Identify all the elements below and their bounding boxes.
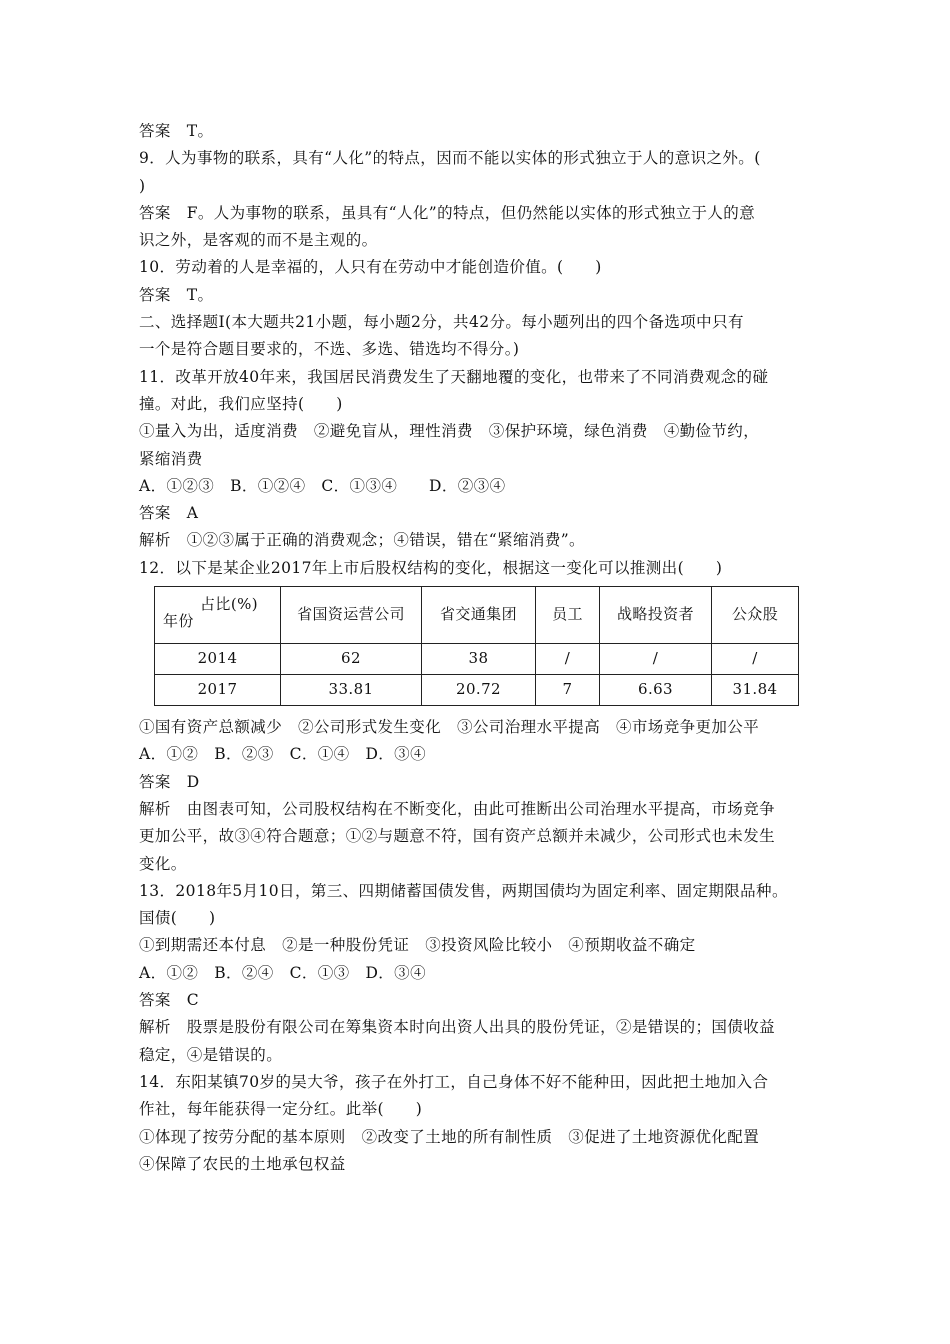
question-11-choices: A．①②③ B．①②④ C．①③④ D．②③④ [139,476,506,495]
question-12-options: ①国有资产总额减少 ②公司形式发生变化 ③公司治理水平提高 ④市场竞争更加公平 [139,718,760,737]
table-row [155,644,799,675]
answer-9-cont: 识之外，是客观的而不是主观的。 [139,231,378,250]
column-header: 省交通集团 [422,587,536,644]
table-corner-cell [155,587,281,644]
table-cell: 38 [422,644,536,675]
question-14-options-cont: ④保障了农民的土地承包权益 [139,1154,346,1173]
text-block-top [139,118,829,582]
corner-label-ratio: 占比(%) [200,595,258,614]
question-13: 13．2018年5月10日，第三、四期储蓄国债发售，两期国债均为固定利率、固定期限品种。 [139,881,788,900]
text-block-bottom [139,714,829,1178]
table-header-row [155,587,799,644]
section-heading: 二、选择题Ⅰ(本大题共21小题，每小题2分，共42分。每小题列出的四个备选项中只有 [139,313,744,332]
answer-12: 答案 D [139,772,200,791]
column-header: 省国资运营公司 [281,587,422,644]
question-10: 10．劳动着的人是幸福的，人只有在劳动中才能创造价值。( ) [139,258,602,277]
answer-line: 答案 T。 [139,122,214,140]
analysis-11: 解析 ①②③属于正确的消费观念；④错误，错在“紧缩消费”。 [139,531,585,550]
analysis-13: 解析 股票是股份有限公司在筹集资本时向出资人出具的股份凭证，②是错误的；国债收益 [139,1018,776,1037]
table-cell-year: 2017 [155,675,281,706]
answer-9: 答案 F。人为事物的联系，虽具有“人化”的特点，但仍然能以实体的形式独立于人的意 [139,203,756,222]
question-14: 14．东阳某镇70岁的吴大爷，孩子在外打工，自己身体不好不能种田，因此把土地加入合 [139,1072,769,1091]
table-cell: / [712,644,799,675]
table-row [155,675,799,706]
table-cell: 6.63 [600,675,712,706]
table-cell: 62 [281,644,422,675]
answer-13: 答案 C [139,991,199,1010]
question-9-cont: ) [139,176,146,195]
answer-10: 答案 T。 [139,285,214,304]
table-cell: 31.84 [712,675,799,706]
question-11-cont: 撞。对此，我们应坚持( ) [139,394,343,413]
question-13-cont: 国债( ) [139,909,216,928]
question-14-cont: 作社，每年能获得一定分红。此举( ) [139,1100,423,1119]
analysis-13-cont: 稳定，④是错误的。 [139,1045,283,1064]
column-header: 公众股 [712,587,799,644]
question-11-options-cont: 紧缩消费 [139,449,203,468]
question-11-options: ①量入为出，适度消费 ②避免盲从，理性消费 ③保护环境，绿色消费 ④勤俭节约， [139,422,760,441]
analysis-12-cont: 更加公平，故③④符合题意；①②与题意不符，国有资产总额并未减少，公司形式也未发生 [139,827,776,846]
question-9: 9．人为事物的联系，具有“人化”的特点，因而不能以实体的形式独立于人的意识之外。( [139,149,761,168]
column-header: 员工 [536,587,600,644]
table-cell-year: 2014 [155,644,281,675]
question-12: 12．以下是某企业2017年上市后股权结构的变化，根据这一变化可以推测出( ) [139,558,723,577]
analysis-12: 解析 由图表可知，公司股权结构在不断变化，由此可推断出公司治理水平提高，市场竞争 [139,799,776,818]
table-cell: 7 [536,675,600,706]
analysis-12-end: 变化。 [139,854,187,873]
question-11: 11．改革开放40年来，我国居民消费发生了天翻地覆的变化，也带来了不同消费观念的碰 [139,367,769,386]
equity-table-wrapper [154,586,829,706]
question-14-options: ①体现了按劳分配的基本原则 ②改变了土地的所有制性质 ③促进了土地资源优化配置 [139,1127,760,1146]
column-header: 战略投资者 [600,587,712,644]
question-13-choices: A．①② B．②④ C．①③ D．③④ [139,963,426,982]
section-heading-cont: 一个是符合题目要求的，不选、多选、错选均不得分。) [139,340,520,359]
table-cell: 33.81 [281,675,422,706]
question-12-choices: A．①② B．②③ C．①④ D．③④ [139,745,426,764]
answer-11: 答案 A [139,504,199,523]
question-13-options: ①到期需还本付息 ②是一种股份凭证 ③投资风险比较小 ④预期收益不确定 [139,936,696,955]
table-cell: / [600,644,712,675]
corner-label-year: 年份 [163,611,194,630]
table-cell: / [536,644,600,675]
table-cell: 20.72 [422,675,536,706]
document-body [139,118,829,1178]
equity-structure-table [154,586,799,706]
